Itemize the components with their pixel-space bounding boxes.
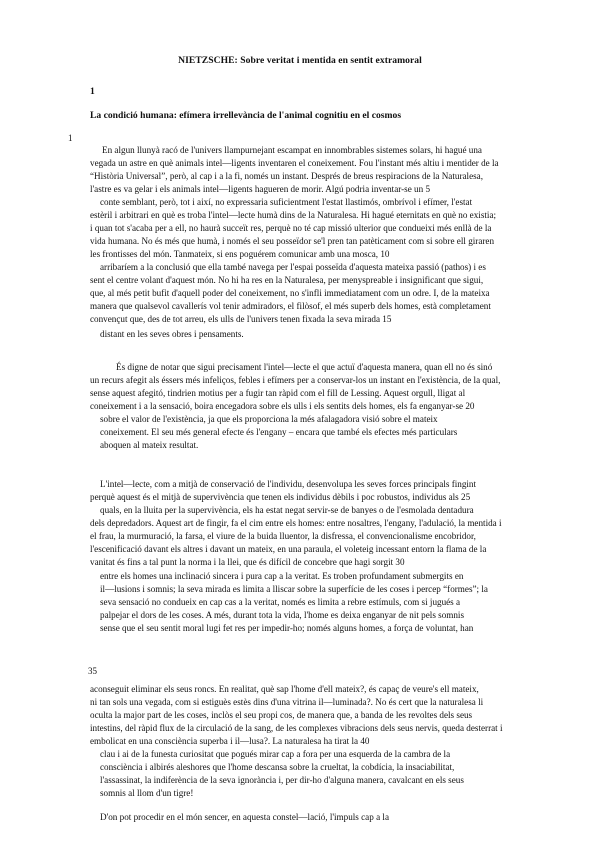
text-line: somnis al llom d'un tigre! xyxy=(100,788,194,798)
line-marker-35: 35 xyxy=(88,666,97,676)
paragraph-11 xyxy=(100,748,514,800)
paragraph-6 xyxy=(100,413,514,452)
text-line: coneixement i a la sensació, boira encegadora sobre els ulls i els sentits dels homes, els fa enganyar-se 20 xyxy=(90,401,475,411)
text-line: distant en les seves obres i pensaments. xyxy=(100,329,244,339)
text-line: estèril i arbitrari en què es troba l'intel—lecte humà dins de la Naturalesa. Hi hagué eternitats en què no existia; xyxy=(90,210,497,220)
paragraph-7 xyxy=(90,478,514,504)
text-line: intestins, del ràpid flux de la circulació de la sang, de les complexes vibracions dels seus nervis, queda desterrat i xyxy=(90,723,503,733)
text-line: L'intel—lecte, com a mitjà de conservació de l'individu, desenvolupa les seves forces principals fingint xyxy=(100,479,477,489)
text-line: aconseguit eliminar els seus roncs. En realitat, què sap l'home d'ell mateix?, és capaç de veure's ell mateix, xyxy=(90,684,479,694)
paragraph-4 xyxy=(100,328,514,341)
text-line: manera que qualsevol cavallerís vol tenir admiradors, el filòsof, el més superb dels homes, està completament xyxy=(90,301,491,311)
text-line: “Història Universal”, però, al cap i a la fi, només un instant. Després de breus respiracions de la Naturalesa, xyxy=(90,171,483,181)
text-line: entre els homes una inclinació sincera i pura cap a la veritat. Es troben profundament submergits en xyxy=(100,571,464,581)
text-line: el frau, la murmuració, la farsa, el viure de la buida lluentor, la disfressa, el convencionalisme encobridor, xyxy=(90,531,476,541)
text-line: perquè aquest és el mitjà de supervivència que tenen els individus dèbils i poc robustos, individus als 25 xyxy=(90,492,471,502)
text-line: consciència i albirés aleshores que l'home descansa sobre la crueltat, la cobdícia, la insaciabilitat, xyxy=(100,762,455,772)
text-line: embolicat en una consciència superba i il—lusa?. La naturalesa ha tirat la 40 xyxy=(90,736,370,746)
line-marker-1: 1 xyxy=(68,133,73,143)
text-line: sense aquest afegitó, tindrien motius per a fugir tan ràpid com el fill de Lessing. Aquest orgull, lligat al xyxy=(90,388,466,398)
text-line: En algun llunyà racó de l'univers llampurnejant escampat en innombrables sistemes solars, hi hagué una xyxy=(102,145,482,155)
text-line: il—lusions i somnis; la seva mirada es limita a lliscar sobre la superfície de les coses i percep “formes”; la xyxy=(100,584,488,594)
paragraph-10 xyxy=(90,683,514,748)
text-line: l'astre es va gelar i els animals intel—ligents hagueren de morir. Algú podria inventar-se un 5 xyxy=(90,184,431,194)
text-line: aboquen al mateix resultat. xyxy=(100,440,199,450)
paragraph-3 xyxy=(90,261,514,326)
chapter-subtitle: La condició humana: efímera irrellevància de l'animal cognitiu en el cosmos xyxy=(90,110,402,121)
text-line: oculta la major part de les coses, inclòs el seu propi cos, de manera que, a banda de les revoltes dels seus xyxy=(90,710,473,720)
text-line: l'escenificació davant els altres i davant un mateix, en una paraula, el voleteig incessant entorn la flama de la xyxy=(90,544,487,554)
text-line: D'on pot procedir en el món sencer, en aquesta constel—lació, l'impuls cap a la xyxy=(100,812,389,822)
text-line: arribaríem a la conclusió que ella també navega per l'espai posseïda d'aquesta mateixa passió (pathos) i es xyxy=(100,262,486,272)
chapter-number: 1 xyxy=(90,86,95,97)
paragraph-12 xyxy=(90,811,514,824)
paragraph-1 xyxy=(90,144,514,196)
text-line: coneixement. El seu més general efecte és l'engany – encara que també els efectes més particulars xyxy=(100,427,458,437)
paragraph-8 xyxy=(90,504,514,569)
text-line: palpejar el dors de les coses. A més, durant tota la vida, l'home es deixa enganyar de nit pels somnis xyxy=(100,610,465,620)
text-line: clau i ai de la funesta curiositat que pogués mirar cap a fora per una esquerda de la cambra de la xyxy=(100,749,451,759)
document-title: NIETZSCHE: Sobre veritat i mentida en sentit extramoral xyxy=(178,55,422,66)
text-line: seva sensació no condueix en cap cas a la veritat, només es limita a rebre estímuls, com si jugués a xyxy=(100,597,461,607)
text-line: vida humana. No és més que humà, i només el seu posseïdor se'l pren tan patèticament com si sobre ell giraren xyxy=(90,236,495,246)
text-line: vanitat és fins a tal punt la norma i la llei, que és difícil de concebre que hagi sorgit 30 xyxy=(90,557,405,567)
text-line: convençut que, des de tot arreu, els ulls de l'univers tenen fixada la seva mirada 15 xyxy=(90,314,392,324)
text-line: conte semblant, però, tot i així, no expressaria suficientment l'estat llastimós, ombrívol i efímer, l'estat xyxy=(100,197,473,207)
text-line: vegada un astre en què animals intel—ligents inventaren el coneixement. Fou l'instant més altiu i mentider de la xyxy=(90,158,499,168)
text-line: sense que el seu sentit moral lugi fet res per impedir-ho; només alguns homes, a força de voluntat, han xyxy=(100,623,474,633)
text-line: les frontisses del món. Tanmateix, si ens poguérem comunicar amb una mosca, 10 xyxy=(90,249,390,259)
paragraph-9 xyxy=(100,570,514,635)
text-line: És digne de notar que sigui precisament l'intel—lecte el que actuï d'aquesta manera, quan ell no és sinó xyxy=(116,362,493,372)
text-line: sobre el valor de l'existència, ja que els proporciona la més afalagadora visió sobre el mateix xyxy=(100,414,438,424)
text-line: l'assassinat, la indiferència de la seva ignorància i, per dir-ho d'alguna manera, cavalcant en els seus xyxy=(100,775,464,785)
text-line: que, al més petit bufit d'aquell poder del coneixement, no s'infli immediatament com un odre. I, de la mateixa xyxy=(90,288,490,298)
text-line: ni tan sols una vegada, com si estiguès estès dins d'una vitrina il—luminada?. No és cert que la naturalesa li xyxy=(90,697,484,707)
text-line: sent el centre volant d'aquest món. No hi ha res en la Naturalesa, per menyspreable i insignificant que sigui, xyxy=(90,275,484,285)
text-line: quals, en la lluita per la supervivència, els ha estat negat servir-se de banyes o de l'esmolada dentadura xyxy=(100,505,474,515)
text-line: un recurs afegit als éssers més infeliços, febles i efímers per a conservar-los un instant en l'existència, de la qual, xyxy=(90,375,501,385)
text-line: dels depredadors. Aquest art de fingir, fa el cim entre els homes: entre nosaltres, l'engany, l'adulació, la mentida i xyxy=(90,518,502,528)
paragraph-5 xyxy=(90,361,514,413)
paragraph-2 xyxy=(90,196,514,261)
text-line: i quan tot s'acaba per a ell, no haurà succeït res, perquè no té cap missió ulterior que condueixi més enllà de la xyxy=(90,223,492,233)
